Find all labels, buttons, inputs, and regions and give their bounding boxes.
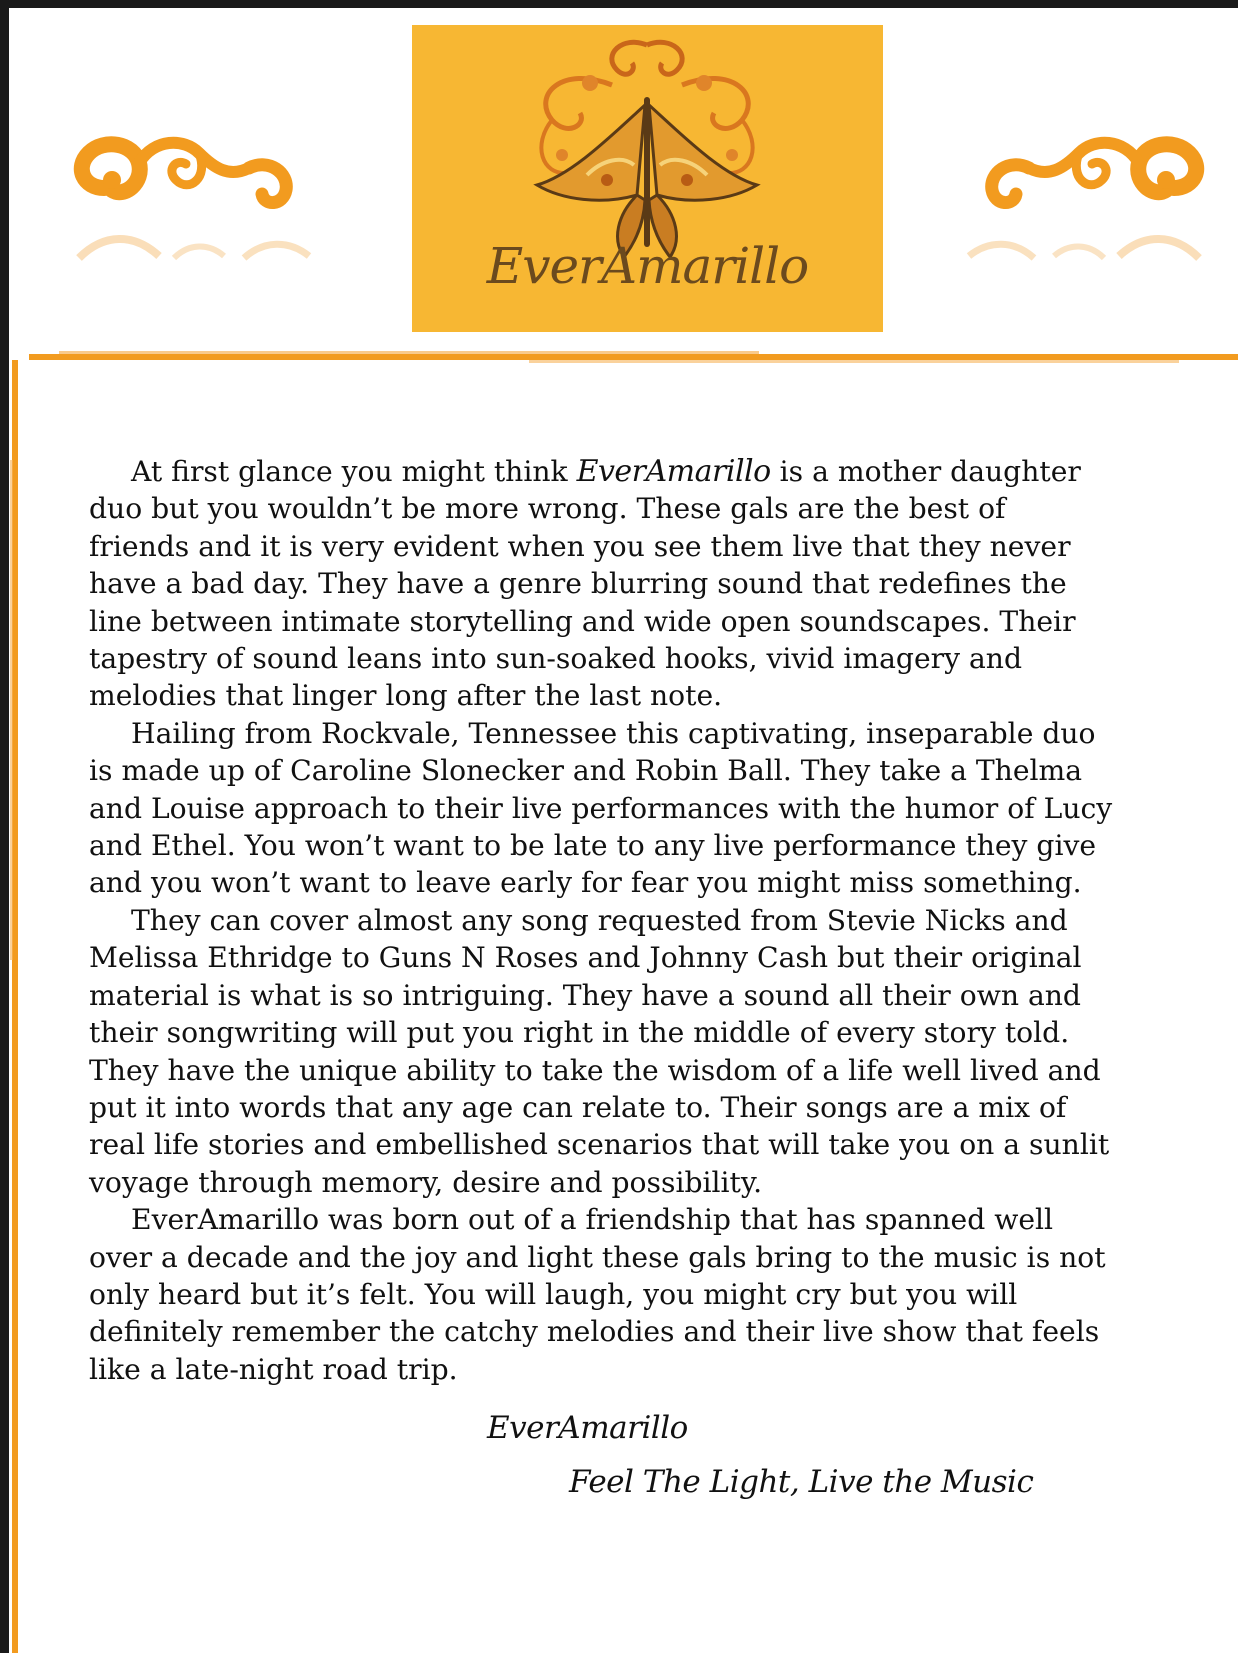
text-segment: is a mother daughter bbox=[770, 455, 1081, 488]
text-line: and Louise approach to their live performances with the humor of Lucy bbox=[89, 791, 1113, 825]
text-line: have a bad day. They have a genre blurring sound that redefines the bbox=[89, 567, 1067, 601]
text-line: They can cover almost any song requested from Stevie Nicks and bbox=[131, 903, 1068, 937]
text-line: real life stories and embellished scenarios that will take you on a sunlit bbox=[89, 1128, 1110, 1162]
text-line: tapestry of sound leans into sun-soaked hooks, vivid imagery and bbox=[89, 642, 1023, 676]
text-line: duo but you wouldn’t be more wrong. These gals are the best of bbox=[89, 492, 1006, 526]
right-scroll-ornament-icon bbox=[944, 118, 1214, 278]
bio-paragraph bbox=[89, 1201, 1209, 1388]
bio-text bbox=[89, 453, 1209, 1388]
text-line: is made up of Caroline Slonecker and Robin Ball. They take a Thelma bbox=[89, 754, 1083, 788]
left-border bbox=[9, 360, 21, 1653]
text-line bbox=[89, 453, 1209, 490]
bio-paragraph bbox=[89, 453, 1209, 715]
text-line: melodies that linger long after the last note. bbox=[89, 679, 723, 713]
text-line: and Ethel. You won’t want to be late to any live performance they give bbox=[89, 829, 1097, 863]
text-line: EverAmarillo was born out of a friendship that has spanned well bbox=[131, 1203, 1054, 1237]
logo-box bbox=[412, 25, 883, 332]
text-line: voyage through memory, desire and possibility. bbox=[89, 1165, 763, 1199]
text-line: definitely remember the catchy melodies and their live show that feels bbox=[89, 1315, 1100, 1349]
text-line: line between intimate storytelling and wide open soundscapes. Their bbox=[89, 604, 1076, 638]
text-line: only heard but it’s felt. You will laugh, you might cry but you will bbox=[89, 1277, 1018, 1311]
text-line: their songwriting will put you right in the middle of every story told. bbox=[89, 1016, 1070, 1050]
bio-paragraph bbox=[89, 715, 1209, 902]
text-line: material is what is so intriguing. They have a sound all their own and bbox=[89, 978, 1081, 1012]
inline-brand-name: EverAmarillo bbox=[576, 454, 771, 489]
text-line: They have the unique ability to take the wisdom of a life well lived and bbox=[89, 1053, 1101, 1087]
text-line: like a late-night road trip. bbox=[89, 1352, 458, 1386]
text-segment: At first glance you might think bbox=[131, 455, 577, 488]
left-scroll-ornament-icon bbox=[64, 118, 334, 278]
text-line: friends and it is very evident when you see them live that they never bbox=[89, 529, 1071, 563]
bio-paragraph bbox=[89, 902, 1209, 1201]
logo-text: EverAmarillo bbox=[486, 237, 809, 295]
signature-name: EverAmarillo bbox=[487, 1410, 688, 1446]
header-divider bbox=[29, 349, 1238, 365]
text-line: and you won’t want to leave early for fear you might miss something. bbox=[89, 866, 1082, 900]
text-line: Hailing from Rockvale, Tennessee this captivating, inseparable duo bbox=[131, 716, 1096, 750]
text-line: Melissa Ethridge to Guns N Roses and Johnny Cash but their original bbox=[89, 941, 1082, 975]
text-line: put it into words that any age can relate to. Their songs are a mix of bbox=[89, 1090, 1067, 1124]
signature-tagline: Feel The Light, Live the Music bbox=[569, 1464, 1034, 1500]
document-page bbox=[9, 8, 1238, 1653]
text-line: over a decade and the joy and light these gals bring to the music is not bbox=[89, 1240, 1106, 1274]
